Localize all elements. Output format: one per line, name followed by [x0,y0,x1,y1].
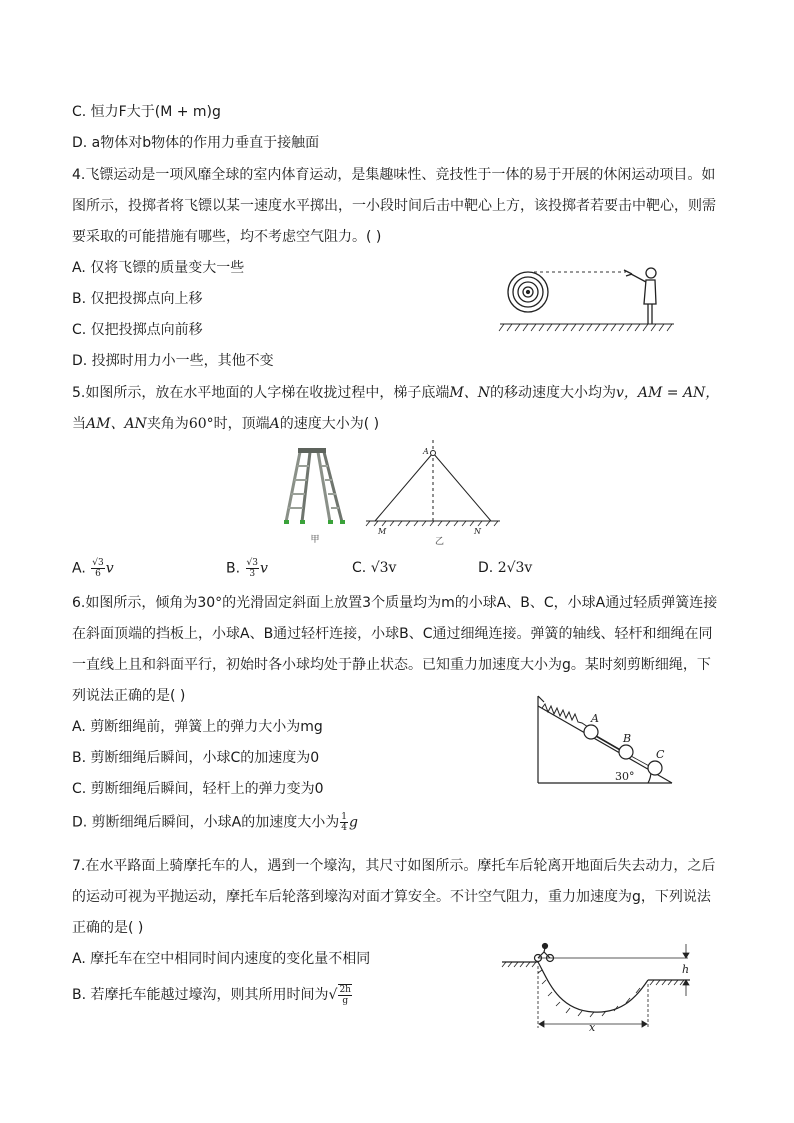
q5-option-d: D. 2√3v [478,560,533,576]
q5-stem-text-5: 时，顶端 [213,416,270,432]
q6-option-a: A. 剪断细绳前，弹簧上的弹力大小为mg [72,719,323,735]
q5-stem-text: 5.如图所示，放在水平地面的人字梯在收拢过程中，梯子底端 [72,385,450,401]
dartboard-icon [508,272,548,312]
x-dimension [538,966,648,1028]
q7-stem-line-3: 正确的是( ) [72,920,144,936]
q6-option-d: D. 剪断细绳后瞬间，小球A的加速度大小为 $\frac{1}{4}$ g [72,812,358,833]
q6-stem-line-4: 列说法正确的是( ) [72,688,186,704]
ladder-diagram [366,440,500,526]
q4-stem-line-3: 要采取的可能措施有哪些，均不考虑空气阻力。( ) [72,229,382,245]
q6-stem-line-2: 在斜面顶端的挡板上，小球A、B通过轻杆连接，小球B、C通过细绳连接。弹簧的轴线、轻杆和细绳在同 [72,626,713,642]
light-rod [596,736,622,751]
label-jia: 甲 [310,535,320,545]
label-h: h [682,963,690,976]
spring-icon [542,704,588,727]
q5-stem-line-1 [72,383,719,403]
q7-stem-line-2: 的运动可视为平抛运动，摩托车后轮落到壕沟对面才算安全。不计空气阻力，重力加速度为g，下列说法 [72,889,711,905]
q3-option-c: C. 恒力F大于(M + m)g [72,104,221,120]
q5-option-b: B. $\frac{√3}{3}$ v [226,558,268,579]
ball-b [619,745,633,759]
q7-option-b: B. 若摩托车能越过壕沟，则其所用时间为√ $\frac{2h}{g}$ [72,985,351,1006]
label-n: N [474,527,481,536]
label-m: M [378,527,387,536]
q5-ladder-figure [278,438,518,546]
q5-stem-text-2: 的移动速度大小均为 [489,385,616,401]
q5-option-c: C. √3v [352,560,397,576]
q3-option-d: D. a物体对b物体的作用力垂直于接触面 [72,135,320,151]
q5-var-v: v，AM = AN， [615,385,720,401]
q4-stem-line-2: 图所示，投掷者将飞镖以某一速度水平掷出，一小段时间后击中靶心上方，该投掷者若要击中靶心，则需 [72,198,716,214]
label-x: x [589,1021,596,1032]
fraction: $\frac{√3}{6}$ [92,558,104,579]
q5-var-am-an: AM、AN [86,416,147,432]
thrower-icon [624,268,656,324]
q7-ditch-figure [498,940,698,1032]
fraction: $\frac{√3}{3}$ [246,558,258,579]
q5-option-a: A. $\frac{√3}{6}$ v [72,558,114,579]
q4-option-b: B. 仅把投掷点向上移 [72,291,203,307]
q4-option-c: C. 仅把投掷点向前移 [72,322,203,338]
ground-hatch-marks [502,962,684,1017]
label-yi: 乙 [435,537,445,546]
label-angle: 30° [615,770,635,783]
ball-c [648,761,662,775]
q5-stem-line-2 [72,414,379,434]
label-ball-c: C [656,748,665,761]
q4-option-a: A. 仅将飞镖的质量变大一些 [72,260,245,276]
q5-var-a: A [269,416,280,432]
q5-stem-text-6: 的速度大小为( ) [279,416,380,432]
label-ball-a: A [591,712,599,725]
q6-option-b: B. 剪断细绳后瞬间，小球C的加速度为0 [72,750,320,766]
q6-stem-line-1: 6.如图所示，倾角为30°的光滑固定斜面上放置3个质量均为m的小球A、B、C，小球A通过轻质弹簧连接 [72,595,718,611]
label-a: A [423,447,429,456]
q7-option-a: A. 摩托车在空中相同时间内速度的变化量不相同 [72,951,371,967]
motorcycle-icon [535,944,554,962]
q4-option-d: D. 投掷时用力小一些，其他不变 [72,353,274,369]
fraction: $\frac{1}{4}$ [341,812,347,833]
q5-stem-text-4: 夹角为 [146,416,189,432]
q5-angle: 60° [188,416,214,432]
q5-var-mn: M、N [449,385,490,401]
ball-a [584,725,598,739]
q4-ground-hatch-marks [496,324,676,334]
ladder-photo-icon [284,448,345,524]
q4-stem-line-1: 4.飞镖运动是一项风靡全球的室内体育运动，是集趣味性、竞技性于一体的易于开展的休闲运动项目。如 [72,167,716,183]
q6-incline-figure [530,692,680,788]
q5-stem-text-3: 当 [72,416,86,432]
q7-stem-line-1: 7.在水平路面上骑摩托车的人，遇到一个壕沟，其尺寸如图所示。摩托车后轮离开地面后失去动力，之后 [72,858,716,874]
q6-option-c: C. 剪断细绳后瞬间，轻杆上的弹力变为0 [72,781,324,797]
label-ball-b: B [623,732,632,745]
fraction: $\frac{2h}{g}$ [339,985,351,1006]
ditch-outline [502,958,690,1012]
q6-stem-line-3: 一直线上且和斜面平行，初始时各小球均处于静止状态。已知重力加速度大小为g。某时刻剪断细绳，下 [72,657,711,673]
